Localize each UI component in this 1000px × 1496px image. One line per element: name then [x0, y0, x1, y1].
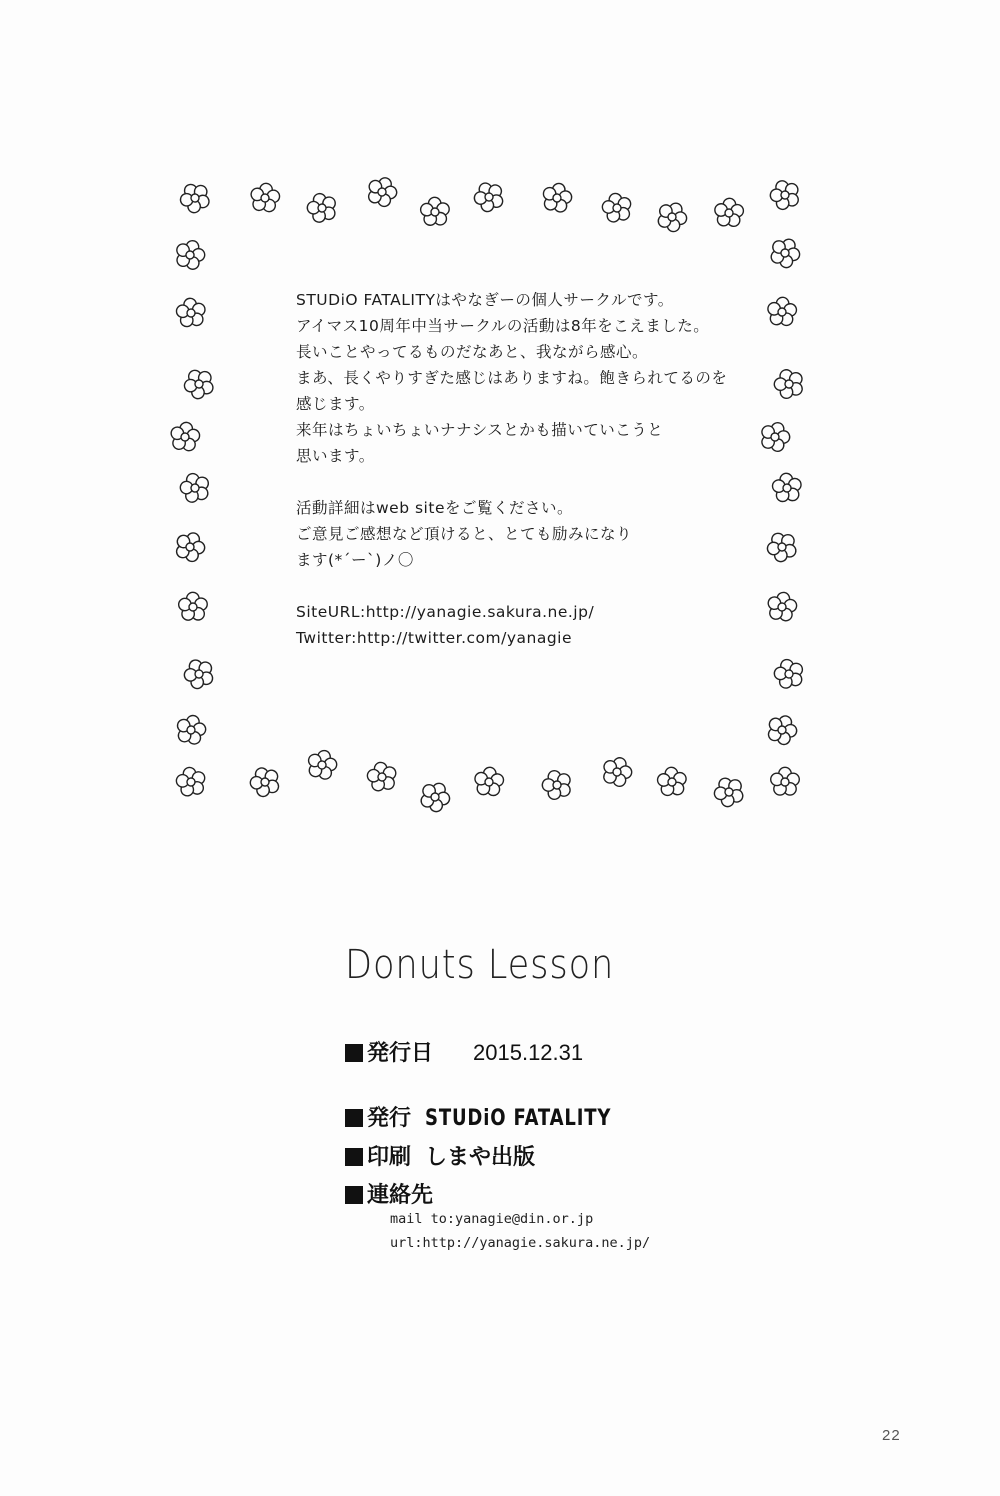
flower-icon — [172, 294, 209, 331]
flower-icon — [166, 418, 204, 456]
flower-icon — [174, 467, 216, 509]
flower-icon — [301, 187, 343, 229]
flower-icon — [537, 178, 577, 218]
colophon — [345, 940, 845, 1251]
flower-icon — [649, 194, 694, 239]
note-line: ます(*´ー`)ノ〇 — [296, 551, 414, 569]
flower-icon — [177, 652, 222, 697]
flower-icon — [466, 174, 511, 219]
square-bullet-icon — [345, 1044, 363, 1062]
flower-icon — [768, 653, 809, 694]
flower-icon — [243, 760, 288, 805]
note-line: まあ、長くやりすぎた感じはありますね。飽きられてるのを — [296, 369, 728, 387]
flower-icon — [169, 234, 211, 276]
issue-date-label: 発行日 — [367, 1041, 434, 1066]
book-title: Donuts Lesson — [345, 942, 615, 988]
publisher-label: 発行 — [367, 1106, 412, 1131]
flower-icon — [767, 362, 810, 405]
square-bullet-icon — [345, 1148, 363, 1166]
contact-mail: mail to:yanagie@din.or.jp — [390, 1211, 594, 1227]
flower-icon — [706, 769, 752, 815]
issue-date-value: 2015.12.31 — [473, 1040, 584, 1065]
site-url-line: SiteURL:http://yanagie.sakura.ne.jp/ — [296, 603, 595, 621]
contact-row — [345, 1178, 433, 1209]
issue-date-row — [345, 1036, 583, 1067]
printer-label: 印刷 — [367, 1145, 412, 1170]
flower-icon — [171, 710, 212, 751]
flower-icon — [176, 361, 222, 407]
flower-icon — [168, 525, 212, 569]
square-bullet-icon — [345, 1186, 363, 1204]
twitter-url-line: Twitter:http://twitter.com/yanagie — [296, 629, 573, 647]
note-line: 感じます。 — [296, 395, 375, 413]
flower-icon — [762, 230, 808, 276]
flower-icon — [171, 762, 210, 801]
flower-icon — [176, 590, 211, 625]
flower-icon — [172, 175, 218, 221]
flower-icon — [536, 764, 579, 807]
contact-label: 連絡先 — [367, 1183, 434, 1208]
flower-icon — [597, 188, 637, 228]
flower-icon — [471, 764, 508, 801]
note-line: アイマス10周年中当サークルの活動は8年をこえました。 — [296, 317, 710, 335]
note-line: 長いことやってるものだなあと、我ながら感心。 — [296, 343, 649, 361]
flower-icon — [595, 750, 638, 793]
flower-icon — [764, 294, 800, 330]
printer-row — [345, 1140, 535, 1171]
square-bullet-icon — [345, 1109, 363, 1127]
flower-icon — [763, 588, 802, 627]
publisher-row — [345, 1101, 652, 1132]
flower-icon — [412, 774, 458, 820]
publisher-value: STUDiO FATALITY — [425, 1106, 612, 1131]
printer-value: しまや出版 — [425, 1145, 536, 1170]
note-line: STUDiO FATALITYはやなぎーの個人サークルです。 — [296, 291, 674, 309]
note-line: 活動詳細はweb siteをご覧ください。 — [296, 499, 573, 517]
flower-icon — [760, 708, 805, 753]
note-line: 来年はちょいちょいナナシスとかも描いていこうと — [296, 421, 664, 439]
page-number: 22 — [882, 1427, 901, 1444]
flower-icon — [246, 179, 284, 217]
flower-icon — [360, 170, 404, 214]
author-note — [296, 287, 766, 651]
flower-icon — [654, 764, 690, 800]
flower-icon — [763, 173, 807, 217]
note-line: 思います。 — [296, 447, 375, 465]
flower-icon — [769, 470, 806, 507]
note-line: ご意見ご感想など頂けると、とても励みになり — [296, 525, 633, 543]
flower-icon — [363, 758, 402, 797]
flower-icon — [301, 744, 342, 785]
flower-icon — [768, 765, 802, 799]
contact-url: url:http://yanagie.sakura.ne.jp/ — [390, 1235, 651, 1251]
flower-icon — [711, 195, 747, 231]
flower-icon — [417, 194, 452, 229]
